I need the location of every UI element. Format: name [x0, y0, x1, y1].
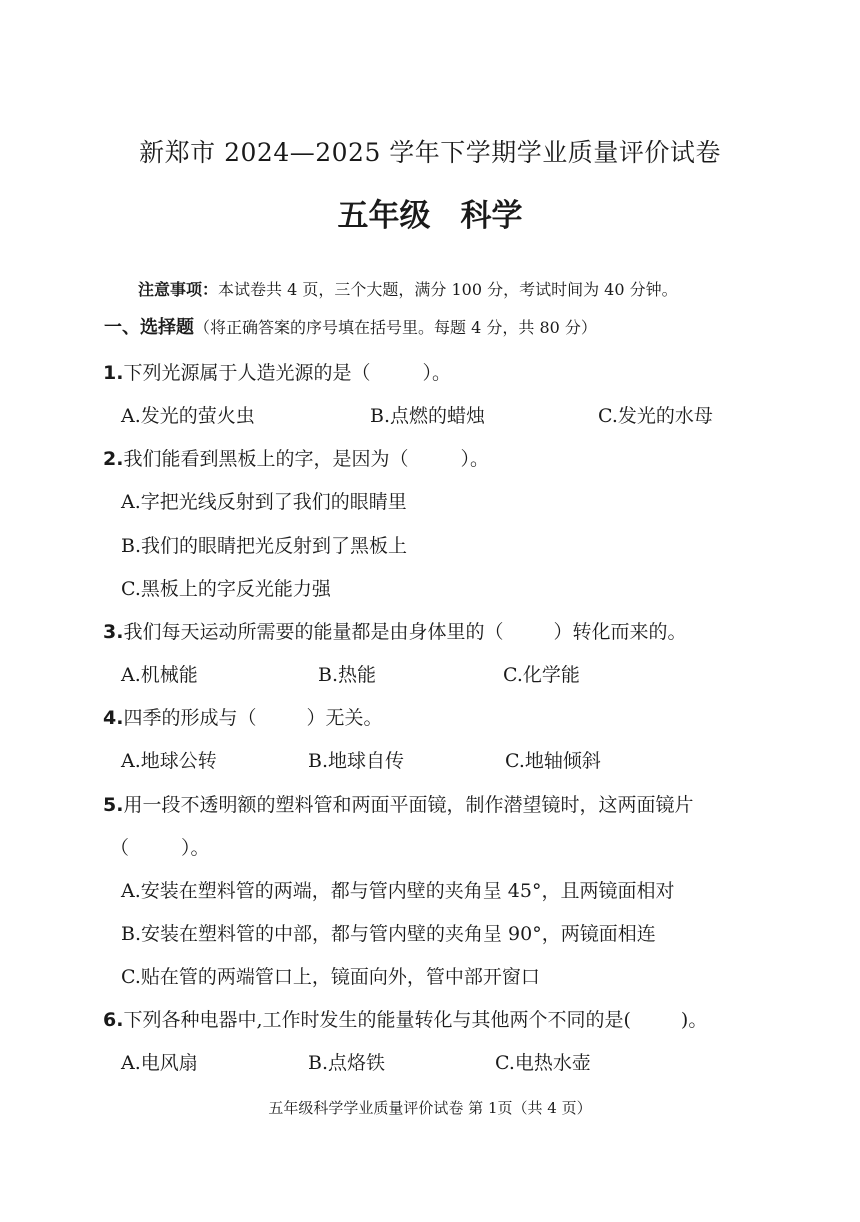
option-6b: B.点烙铁 — [308, 1052, 386, 1074]
question-stem-end: )。 — [680, 1009, 708, 1031]
option-2c: C.黑板上的字反光能力强 — [121, 578, 331, 600]
question-number: 2. — [103, 448, 124, 470]
question-number: 5. — [103, 794, 124, 816]
subject-label: 科学 — [460, 198, 523, 234]
option-4a: A.地球公转 — [121, 750, 217, 772]
question-stem-end: ）。 — [422, 362, 451, 384]
option-5a: A.安装在塑料管的两端，都与管内壁的夹角呈 45°，且两镜面相对 — [121, 880, 675, 902]
section-description: （将正确答案的序号填在括号里。每题 4 分，共 80 分） — [194, 318, 597, 337]
question-2 — [103, 444, 489, 471]
question-stem: 我们能看到黑板上的字，是因为（ — [123, 448, 409, 470]
exam-title: 新郑市 2024—2025 学年下学期学业质量评价试卷 — [139, 138, 721, 167]
section-title: 一、选择题 — [104, 317, 194, 338]
question-number: 4. — [103, 707, 124, 729]
question-stem: 我们每天运动所需要的能量都是由身体里的（ — [123, 621, 504, 643]
question-5-continuation — [110, 833, 210, 860]
question-stem-end: ）无关。 — [306, 707, 383, 729]
question-1 — [103, 358, 451, 385]
option-5c: C.贴在管的两端管口上，镜面向外，管中部开窗口 — [121, 966, 540, 988]
option-3a: A.机械能 — [121, 664, 198, 686]
notice — [138, 277, 678, 300]
question-3 — [103, 617, 686, 644]
question-number: 1. — [103, 362, 124, 384]
section-heading — [104, 313, 597, 339]
option-2a: A.字把光线反射到了我们的眼睛里 — [121, 491, 407, 513]
question-stem: 下列光源属于人造光源的是（ — [123, 362, 371, 384]
question-stem-end: ）。 — [460, 448, 489, 470]
question-number: 6. — [103, 1009, 124, 1031]
option-1a: A.发光的萤火虫 — [121, 405, 255, 427]
notice-text: 本试卷共 4 页，三个大题，满分 100 分，考试时间为 40 分钟。 — [218, 280, 678, 299]
page-footer: 五年级科学学业质量评价试卷 第 1页（共 4 页） — [268, 1099, 592, 1117]
option-1b: B.点燃的蜡烛 — [370, 405, 486, 427]
question-stem: 下列各种电器中,工作时发生的能量转化与其他两个不同的是( — [123, 1009, 631, 1031]
question-5 — [103, 790, 693, 817]
question-stem-open: （ — [110, 837, 130, 859]
question-6 — [103, 1005, 707, 1032]
option-2b: B.我们的眼睛把光反射到了黑板上 — [121, 535, 408, 557]
question-stem-end: ）。 — [181, 837, 210, 859]
option-4c: C.地轴倾斜 — [505, 750, 601, 772]
option-4b: B.地球自传 — [308, 750, 405, 772]
option-3c: C.化学能 — [503, 664, 580, 686]
option-3b: B.热能 — [318, 664, 377, 686]
question-stem: 四季的形成与（ — [123, 707, 257, 729]
option-6c: C.电热水壶 — [495, 1052, 591, 1074]
grade-subject-heading — [0, 190, 860, 235]
option-1c: C.发光的水母 — [598, 405, 713, 427]
notice-label: 注意事项： — [138, 280, 219, 299]
question-number: 3. — [103, 621, 124, 643]
question-stem-end: ）转化而来的。 — [553, 621, 687, 643]
option-6a: A.电风扇 — [121, 1052, 198, 1074]
option-5b: B.安装在塑料管的中部，都与管内壁的夹角呈 90°，两镜面相连 — [121, 923, 656, 945]
question-stem: 用一段不透明额的塑料管和两面平面镜，制作潜望镜时，这两面镜片 — [123, 794, 694, 816]
grade-label: 五年级 — [337, 198, 431, 234]
question-4 — [103, 703, 382, 730]
